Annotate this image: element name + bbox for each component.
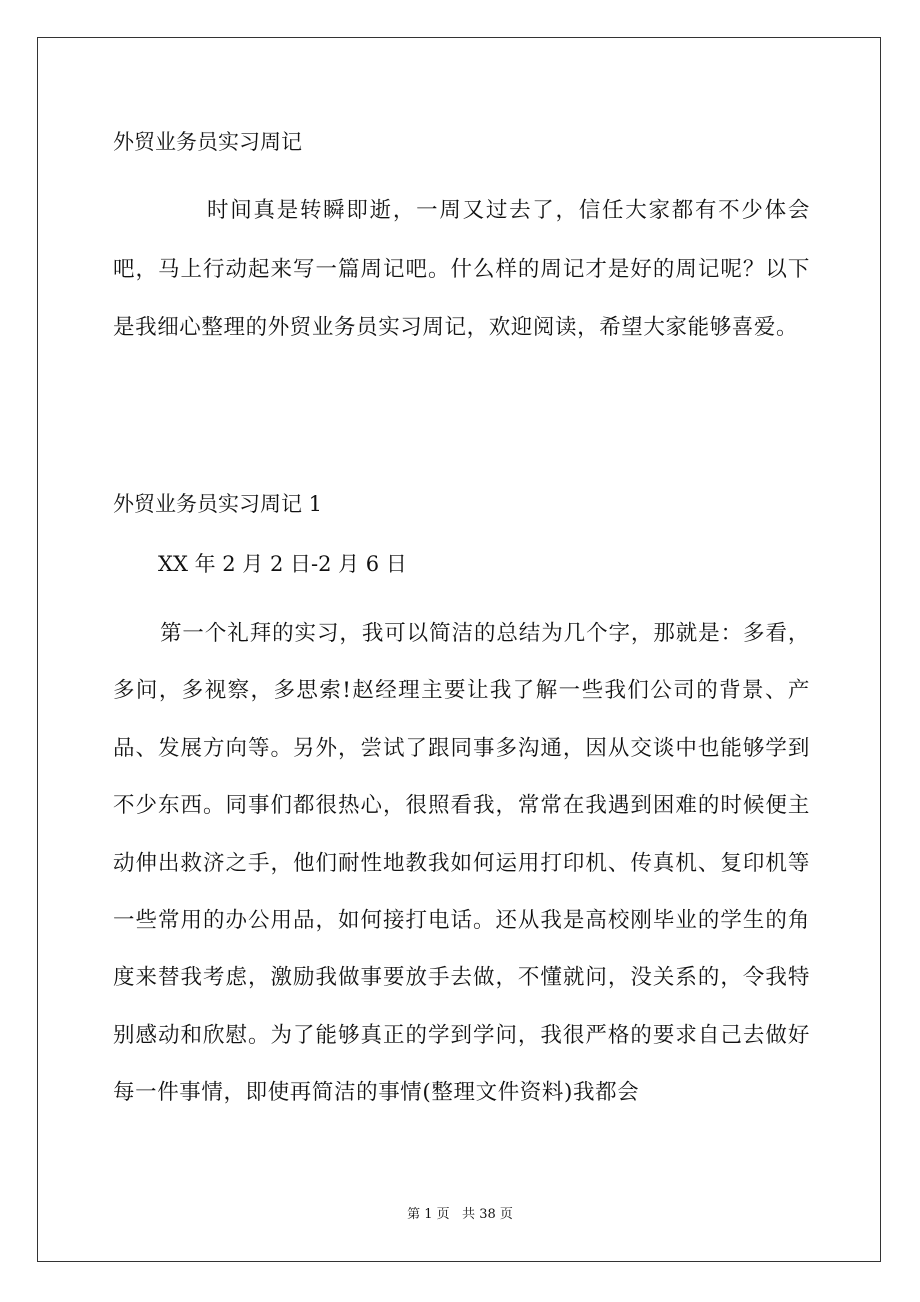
document-title: 外贸业务员实习周记: [113, 130, 302, 154]
page-number-footer: 第 1 页 共 38 页: [407, 1207, 513, 1222]
date-range: XX 年 2 月 2 日-2 月 6 日: [158, 552, 407, 576]
section-title: 外贸业务员实习周记 1: [113, 492, 323, 516]
intro-paragraph: 时间真是转瞬即逝，一周又过去了，信任大家都有不少体会吧，马上行动起来写一篇周记吧。什么样的周记才是好的周记呢？以下是我细心整理的外贸业务员实习周记，欢迎阅读，希望大家能够喜爱。: [113, 198, 810, 340]
body-paragraph: 第一个礼拜的实习，我可以简洁的总结为几个字，那就是：多看，多问，多视察，多思索!赵经理主要让我了解一些我们公司的背景、产品、发展方向等。另外，尝试了跟同事多沟通，因从交谈中也能够学到不少东西。同事们都很热心，很照看我，常常在我遇到困难的时候便主动伸出救济之手，他们耐性地教我如何运用打印机、传真机、复印机等一些常用的办公用品，如何接打电话。还从我是高校刚毕业的学生的角度来替我考虑，激励我做事要放手去做，不懂就问，没关系的，令我特别感动和欣慰。为了能够真正的学到学问，我很严格的要求自己去做好每一件事情，即使再简洁的事情(整理文件资料)我都会: [113, 621, 810, 1106]
